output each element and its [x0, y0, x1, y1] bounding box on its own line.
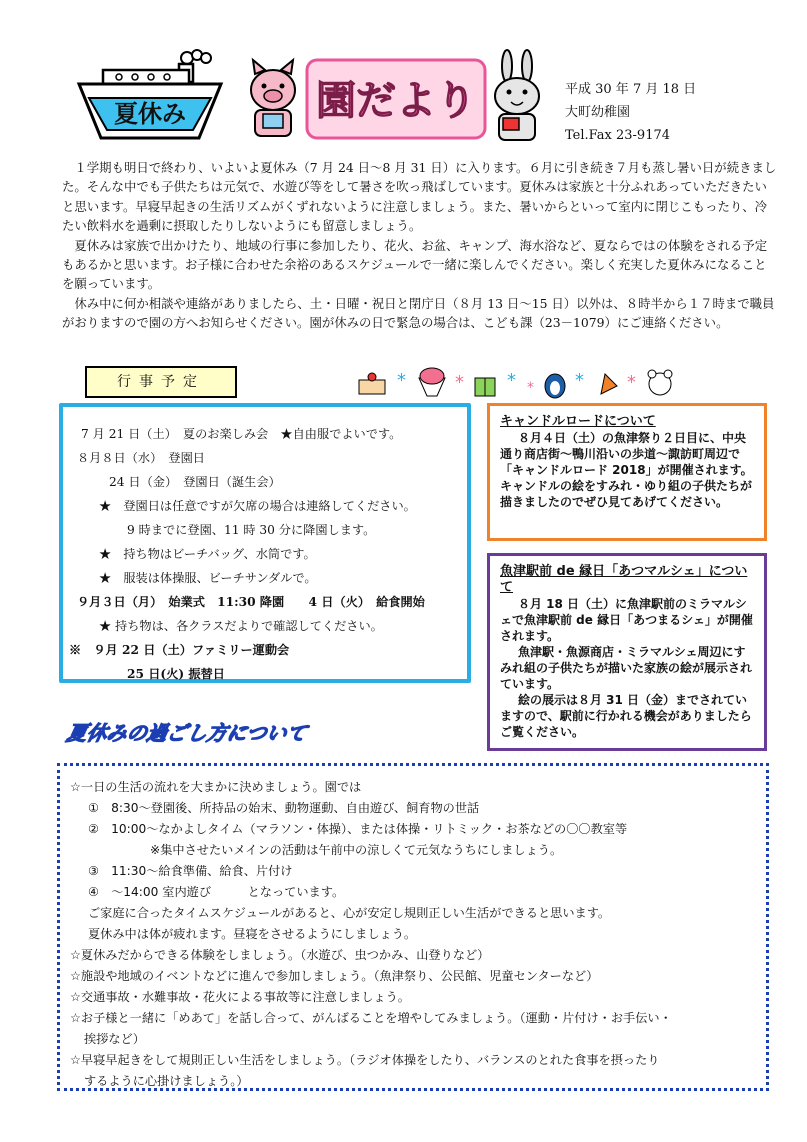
cake-icon: [359, 373, 385, 394]
bear-icon: [648, 370, 672, 395]
shaved-ice-icon: [419, 368, 445, 396]
tips-line: ご家庭に合ったタイムスケジュールがあると、心が安定し規則正しい生活ができると思います。: [88, 906, 611, 920]
intro-paragraph: １学期も明日で終わり、いよいよ夏休み（7 月 24 日～8 月 31 日）に入ります。６月に引き続き７月も蒸し暑い日が続きました。そんな中でも子供たちは元気で、水遊び等をして暑さを吹っ飛ばしています。夏休みは家族と十分ふれあっていただきたいと思います。早寝早起きの生活リズムがくずれないように注意しましょう。また、暑いからといって室内に閉じこもったり、冷たい飲料水を過剰に摂取したりしないようにも留意しましょう。: [62, 160, 777, 234]
tips-line: ☆施設や地域のイベントなどに進んで参加しましょう。（魚津祭り、公民館、児童センターなど）: [70, 969, 599, 983]
tips-line: ② 10:00～なかよしタイム（マラソン・体操）、または体操・リトミック・お茶などの〇〇教室等: [88, 822, 628, 836]
tips-line: 夏休み中は体が疲れます。昼寝をさせるようにしましょう。: [88, 927, 417, 941]
header-info: [565, 78, 696, 147]
sparkle-icon: *: [627, 372, 636, 393]
events-section-label: 行事予定: [85, 366, 237, 398]
decoration-row: [355, 364, 685, 400]
tips-line: ☆夏休みだからできる体験をしましょう。（水遊び、虫つかみ、山登りなど）: [70, 948, 490, 962]
candle-road-title: キャンドルロードについて: [500, 414, 656, 429]
tips-line: 挨拶など）: [84, 1032, 145, 1046]
schedule-line: ９月３日（月） 始業式 11:30 降園 4 日（火） 給食開始: [77, 595, 425, 609]
tips-line: ☆一日の生活の流れを大まかに決めましょう。園では: [70, 780, 362, 794]
tips-box: [57, 763, 769, 1091]
candle-road-box: [487, 403, 767, 541]
ship-illustration: [75, 46, 225, 146]
tips-line: ※集中させたいメインの活動は午前中の涼しくて元気なうちにしましょう。: [150, 843, 563, 857]
marche-box: [487, 553, 767, 751]
ship-label: 夏休み: [114, 100, 186, 128]
tips-line: ☆早寝早起きをして規則正しい生活をしましょう。（ラジオ体操をしたり、バランスのとれた食事を摂ったり: [70, 1053, 660, 1067]
contact-phone: Tel.Fax 23-9174: [565, 128, 671, 143]
title-illustration: [245, 56, 545, 146]
intro-text: [62, 158, 777, 333]
tips-line: ④ ～14:00 室内遊び となっています。: [88, 885, 345, 899]
tips-line: するように心掛けましょう。）: [84, 1074, 249, 1088]
gift-icon: [475, 378, 495, 396]
schedule-line: ★ 持ち物はビーチバッグ、水筒です。: [99, 547, 316, 561]
schedule-line: ★ 服装は体操服、ビーチサンダルで。: [99, 571, 317, 585]
school-name: 大町幼稚園: [565, 105, 631, 120]
schedule-line: 24 日（金） 登園日（誕生会）: [109, 475, 281, 489]
rabbit-character-icon: [495, 50, 539, 140]
tips-section-title: [64, 700, 310, 754]
sparkle-icon: *: [507, 370, 516, 391]
sparkle-icon: *: [397, 370, 406, 391]
schedule-line: ★ 持ち物は、各クラスだよりで確認してください。: [99, 619, 383, 633]
issue-date: 平成 30 年 7 月 18 日: [565, 82, 697, 97]
carrot-icon: [601, 374, 617, 394]
marche-title: 魚津駅前 de 縁日「あつマルシェ」について: [500, 564, 748, 595]
schedule-line: 25 日(火) 振替日: [127, 667, 225, 681]
sparkle-icon: *: [527, 380, 534, 396]
intro-paragraph: 夏休みは家族で出かけたり、地域の行事に参加したり、花火、お盆、キャンプ、海水浴など、夏ならではの体験をされる予定もあるかと思います。お子様に合わせた余裕のあるスケジュールで一緒に楽しんでください。楽しく充実した夏休みになることを願っています。: [62, 237, 768, 292]
marche-paragraph: 絵の展示は８月 31 日（金）までされていますので、駅前に行かれる機会がありましたらご覧ください。: [500, 693, 752, 739]
tips-line: ① 8:30～登園後、所持品の始末、動物運動、自由遊び、飼育物の世話: [88, 801, 480, 815]
marche-paragraph: ８月 18 日（土）に魚津駅前のミラマルシェで魚津駅前 de 縁日「あつまるシェ」が開催されます。: [500, 597, 753, 643]
pig-character-icon: [251, 60, 295, 136]
sparkle-icon: *: [455, 372, 464, 393]
tips-title-text: 夏休みの過ごし方について: [64, 721, 310, 745]
schedule-box: [59, 403, 471, 683]
schedule-line: 7 月 21 日（土） 夏のお楽しみ会 ★自由服でよいです。: [81, 427, 402, 441]
intro-paragraph: 休み中に何か相談や連絡がありましたら、土・日曜・祝日と閉庁日（８月 13 日～15 日）以外は、８時半から１７時まで職員がおりますので園の方へお知らせください。園が休みの日で緊急の場合は、こども課（23－1079）にご連絡ください。: [62, 295, 775, 331]
schedule-line: ★ 登園日は任意ですが欠席の場合は連絡してください。: [99, 499, 416, 513]
tips-line: ③ 11:30～給食準備、給食、片付け: [88, 864, 293, 878]
schedule-line: 9 時までに登園、11 時 30 分に降園します。: [127, 523, 376, 537]
candle-road-body: ８月４日（土）の魚津祭り２日目に、中央通り商店街～鴨川沿いの歩道～諏訪町周辺で「キャンドルロード 2018」が開催されます。キャンドルの絵をすみれ・ゆり組の子供たちが描きましたのでぜひ見てあげてください。: [500, 431, 753, 509]
tips-line: ☆お子様と一緒に「めあて」を話し合って、がんばることを増やしてみましょう。（運動・片付け・お手伝い・: [70, 1011, 672, 1025]
marche-paragraph: 魚津駅・魚源商店・ミラマルシェ周辺にすみれ組の子供たちが描いた家族の絵が展示されています。: [500, 645, 753, 691]
tips-line: ☆交通事故・水難事故・花火による事故等に注意しましょう。: [70, 990, 410, 1004]
penguin-icon: [545, 374, 565, 398]
schedule-line: ※ ９月 22 日（土）ファミリー運動会: [69, 643, 290, 657]
sparkle-icon: *: [575, 370, 584, 391]
schedule-line: ８月８日（水） 登園日: [77, 451, 205, 465]
newsletter-title: 園だより: [316, 78, 476, 124]
